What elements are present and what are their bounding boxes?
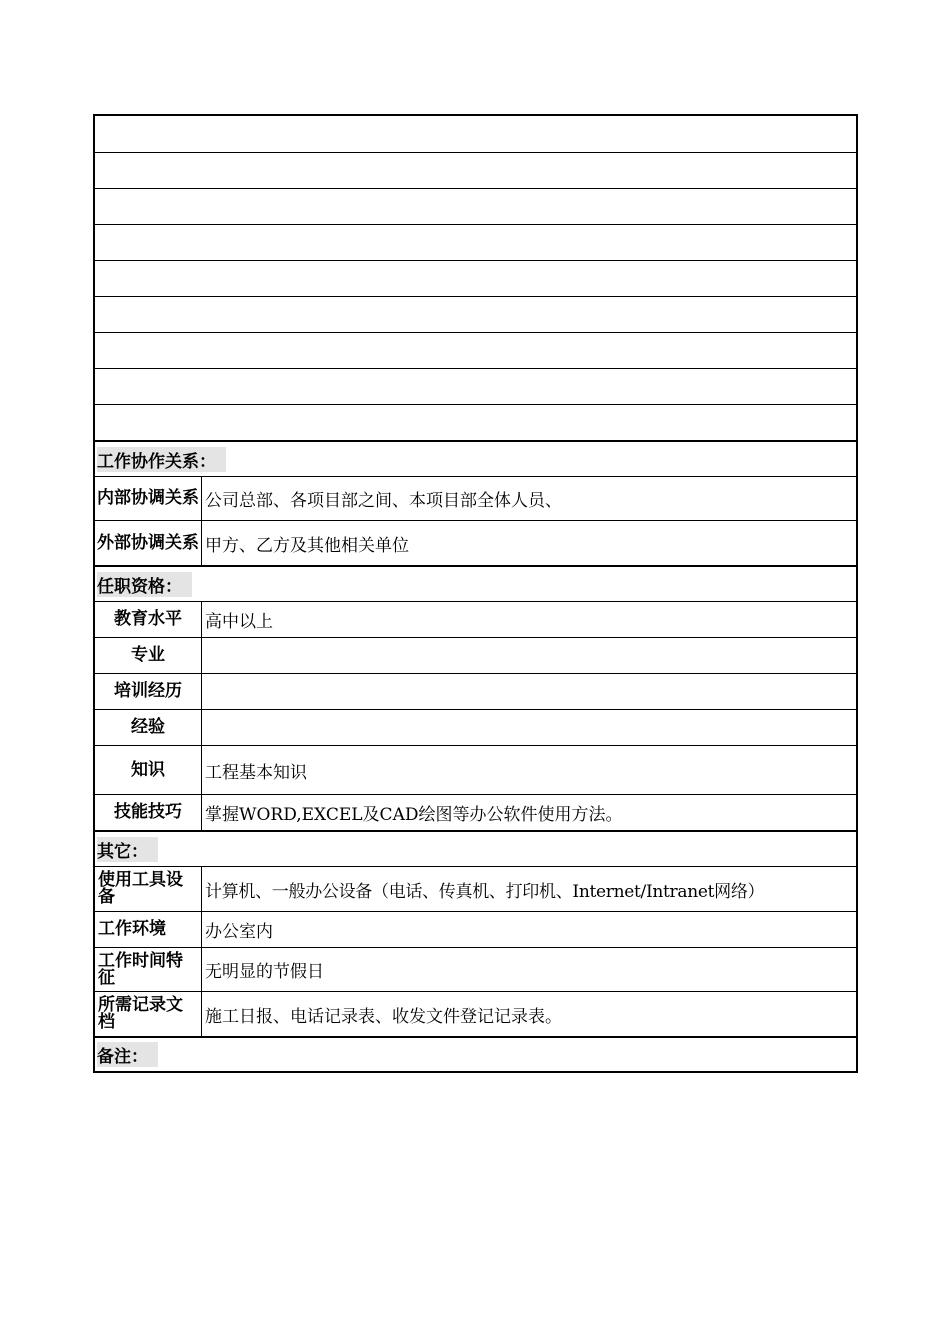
- row-value: [202, 638, 856, 673]
- row-label: 经验: [95, 710, 202, 745]
- row-value: [202, 710, 856, 745]
- row-label: 技能技巧: [95, 795, 202, 830]
- blank-row: [95, 404, 856, 440]
- row-value: [202, 674, 856, 709]
- row-value: 无明显的节假日: [205, 962, 324, 982]
- table-row: [95, 520, 856, 565]
- row-value: 甲方、乙方及其他相关单位: [205, 535, 409, 556]
- row-label: 工作环境: [95, 912, 202, 947]
- row-label: 专业: [95, 638, 202, 673]
- row-label: 内部协调关系: [95, 477, 202, 520]
- blank-row: [95, 260, 856, 296]
- row-label: 外部协调关系: [95, 521, 202, 565]
- row-value: 高中以上: [205, 612, 273, 632]
- blank-row: [95, 368, 856, 404]
- table-row: [95, 947, 856, 991]
- table-row: [95, 794, 856, 830]
- row-value: 掌握WORD,EXCEL及CAD绘图等办公软件使用方法。: [205, 805, 623, 825]
- section-remarks: [95, 1036, 856, 1071]
- row-value: 施工日报、电话记录表、收发文件登记记录表。: [205, 1006, 562, 1027]
- table-row: [95, 637, 856, 673]
- table-row: [95, 745, 856, 794]
- row-value: 办公室内: [205, 922, 273, 942]
- table-row: [95, 709, 856, 745]
- blank-row: [95, 332, 856, 368]
- section-collaboration: [95, 440, 856, 476]
- row-value: 公司总部、各项目部之间、本项目部全体人员、: [205, 491, 562, 511]
- blank-row: [95, 116, 856, 152]
- job-description-table: [93, 114, 858, 1073]
- section-heading: 备注：: [95, 1038, 856, 1071]
- blank-row: [95, 188, 856, 224]
- table-row: [95, 911, 856, 947]
- table-row: [95, 673, 856, 709]
- row-label: 工作时间特征: [95, 948, 202, 991]
- row-value: 工程基本知识: [205, 762, 307, 783]
- section-other: [95, 830, 856, 866]
- section-heading: 工作协作关系：: [95, 442, 856, 476]
- row-label: 知识: [95, 746, 202, 794]
- table-row: [95, 601, 856, 637]
- blank-row: [95, 296, 856, 332]
- table-row: [95, 476, 856, 520]
- blank-row: [95, 224, 856, 260]
- row-label: 使用工具设备: [95, 867, 202, 911]
- table-row: [95, 991, 856, 1036]
- row-value: 计算机、一般办公设备（电话、传真机、打印机、Internet/Intranet网络）: [205, 881, 765, 902]
- row-label: 所需记录文档: [95, 992, 202, 1036]
- row-label: 教育水平: [95, 602, 202, 637]
- section-qualifications: [95, 565, 856, 601]
- blank-row: [95, 152, 856, 188]
- section-heading: 任职资格：: [95, 567, 856, 601]
- table-row: [95, 866, 856, 911]
- row-label: 培训经历: [95, 674, 202, 709]
- section-heading: 其它：: [95, 832, 856, 866]
